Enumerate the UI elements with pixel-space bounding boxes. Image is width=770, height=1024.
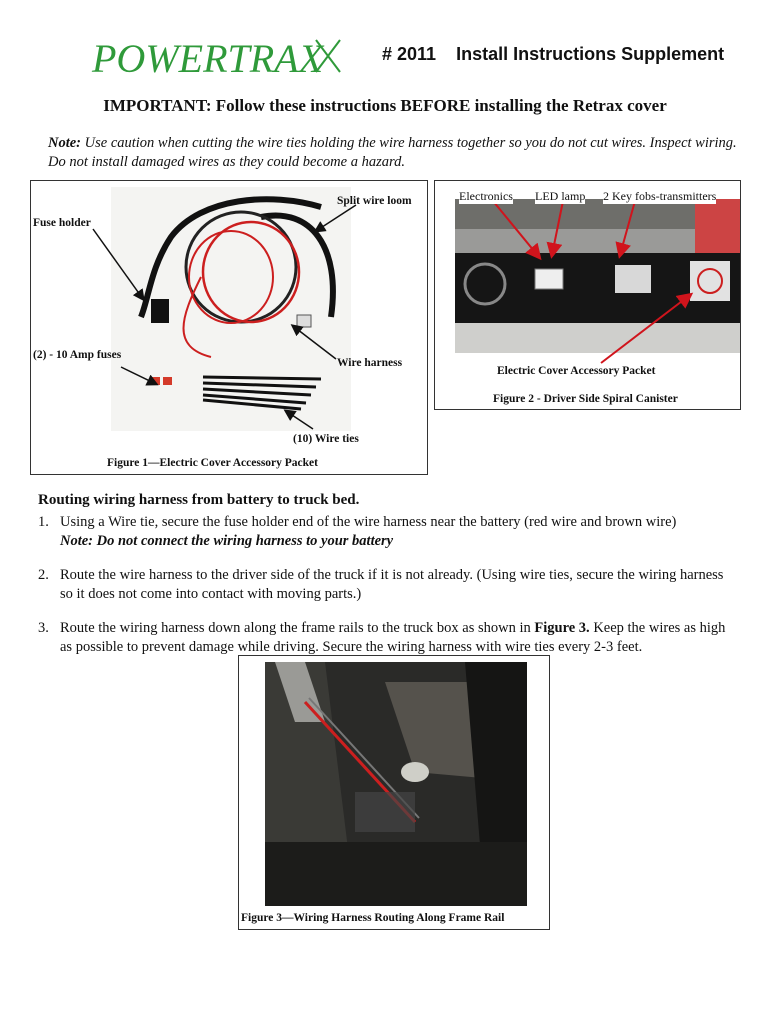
figure-3: [238, 655, 550, 930]
note-text: Use caution when cutting the wire ties holding the wire harness together so you do not cut wires. Inspect wiring. Do not install damaged wires as they could become a hazard.: [48, 135, 737, 170]
label-fuse-holder: Fuse holder: [33, 217, 91, 229]
powertrax-logo: [90, 34, 365, 82]
figure-2-packet-label: Electric Cover Accessory Packet: [497, 365, 656, 377]
figure-1: [30, 180, 428, 475]
logo-text: POWERTRAX: [92, 36, 324, 81]
step-1-number: 1.: [38, 514, 49, 530]
label-led-lamp: LED lamp: [535, 189, 586, 203]
label-electronics: Electronics: [459, 189, 513, 203]
figure-2: [434, 180, 741, 410]
step-3-number: 3.: [38, 620, 49, 636]
frame-rail-photo: [265, 662, 527, 906]
doc-title: Install Instructions Supplement: [456, 44, 725, 64]
doc-number: # 2011: [382, 44, 437, 64]
label-key-fobs: 2 Key fobs-transmitters: [603, 189, 717, 203]
document-title: [382, 44, 724, 65]
step-3-text-after: Keep the wires as high as possible to prevent damage while driving. Secure the wiring harness with wire ties every 2-3 feet.: [60, 620, 726, 655]
step-1-note: Note: Do not connect the wiring harness to your battery: [60, 533, 394, 549]
label-split-wire-loom: Split wire loom: [337, 195, 412, 207]
step-1: [38, 513, 738, 551]
figure-1-caption: Figure 1—Electric Cover Accessory Packet: [107, 457, 318, 469]
important-heading: IMPORTANT: Follow these instructions BEFORE installing the Retrax cover: [103, 96, 667, 115]
label-amp-fuses: (2) - 10 Amp fuses: [33, 349, 122, 361]
section-heading: Routing wiring harness from battery to truck bed.: [38, 492, 360, 508]
step-2: [38, 566, 738, 604]
note-label: Note:: [48, 135, 82, 151]
step-2-number: 2.: [38, 567, 49, 583]
step-3-figure-ref: Figure 3.: [534, 620, 590, 636]
step-2-text: Route the wire harness to the driver side of the truck if it is not already. (Using wire ties, secure the wiring harness so it does not come into contact with moving parts.): [60, 567, 724, 602]
step-3-text: [60, 619, 738, 657]
step-1-text: Using a Wire tie, secure the fuse holder end of the wire harness near the battery (red wire and brown wire): [60, 514, 677, 530]
step-3-text-before: Route the wiring harness down along the frame rails to the truck box as shown in: [60, 620, 535, 636]
caution-note: [48, 134, 738, 172]
step-3: [38, 619, 738, 657]
label-wire-ties: (10) Wire ties: [293, 433, 359, 445]
figure-2-caption: Figure 2 - Driver Side Spiral Canister: [493, 393, 678, 405]
figure-3-caption: Figure 3—Wiring Harness Routing Along Frame Rail: [241, 912, 505, 924]
label-wire-harness: Wire harness: [337, 357, 403, 369]
